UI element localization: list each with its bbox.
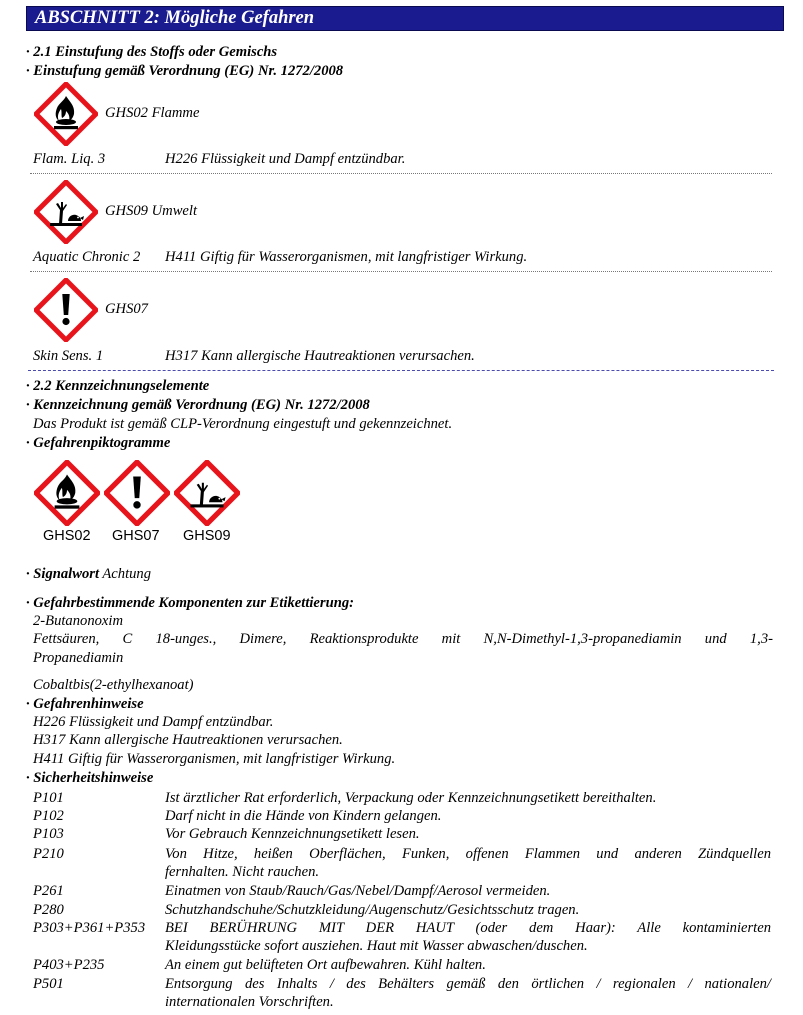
precaution-text: Schutzhandschuhe/Schutzkleidung/Augenschutz/Gesichtsschutz tragen. [165,902,580,918]
precaution-code: P280 [33,902,64,918]
precaution-text-continued: internationalen Vorschriften. [165,994,334,1010]
precaution-text: Darf nicht in die Hände von Kindern gelangen. [165,808,442,824]
hazard-statement: H317 Kann allergische Hautreaktionen verursachen. [165,348,475,364]
precaution-code: P101 [33,790,64,806]
signal-word-label: · Signalwort [26,566,99,582]
hazard-statements-heading: · Gefahrenhinweise [26,696,144,712]
signal-word-row [26,566,151,583]
precaution-text: Von Hitze, heißen Oberflächen, Funken, offenen Flammen und anderen Zündquellen [165,846,771,862]
precaution-code: P501 [33,976,64,992]
precautions-heading: · Sicherheitshinweise [26,770,154,786]
components-heading: · Gefahrbestimmende Komponenten zur Etikettierung: [26,595,354,611]
precaution-code: P210 [33,846,64,862]
clp-note: Das Produkt ist gemäß CLP-Verordnung eingestuft und gekennzeichnet. [33,416,453,432]
pictogram-label-ghs07: GHS07 [105,301,148,317]
component-item-continued: Propanediamin [33,650,124,666]
dashed-divider [28,370,774,371]
pictogram-label-ghs09: GHS09 Umwelt [105,203,198,219]
hazard-category: Aquatic Chronic 2 [33,249,141,265]
hazard-statement: H411 Giftig für Wasserorganismen, mit langfristiger Wirkung. [165,249,528,265]
precaution-text: Entsorgung des Inhalts / des Behälters gemäß den örtlichen / regionalen / nationalen/ [165,976,771,992]
flame-icon [34,460,100,526]
section-2-2-heading: · 2.2 Kennzeichnungselemente [26,378,210,394]
pictograms-heading: · Gefahrenpiktogramme [26,435,171,451]
pictogram-code: GHS07 [112,528,160,544]
hazard-category: Skin Sens. 1 [33,348,104,364]
precaution-text: BEI BERÜHRUNG MIT DER HAUT (oder dem Haar): Alle kontaminierten [165,920,771,936]
signal-word: Achtung [102,566,152,582]
pictogram-code: GHS09 [183,528,231,544]
flame-icon [34,82,98,146]
hazard-statement-item: H411 Giftig für Wasserorganismen, mit langfristiger Wirkung. [33,751,396,767]
precaution-code: P102 [33,808,64,824]
precaution-code: P303+P361+P353 [33,920,146,936]
section-2-1-heading: · 2.1 Einstufung des Stoffs oder Gemischs [26,44,278,60]
dotted-divider [30,271,772,272]
component-item: Fettsäuren, C 18-unges., Dimere, Reaktionsprodukte mit N,N-Dimethyl-1,3-propanediamin und 1,3- [33,631,773,647]
exclamation-icon [34,278,98,342]
section-2-2-subheading: · Kennzeichnung gemäß Verordnung (EG) Nr. 1272/2008 [26,397,370,413]
precaution-text-continued: Kleidungsstücke sofort ausziehen. Haut mit Wasser abwaschen/duschen. [165,938,588,954]
environment-icon [34,180,98,244]
precaution-text-continued: fernhalten. Nicht rauchen. [165,864,320,880]
dotted-divider [30,173,772,174]
precaution-text: Ist ärztlicher Rat erforderlich, Verpackung oder Kennzeichnungsetikett bereithalten. [165,790,657,806]
exclamation-icon [104,460,170,526]
precaution-text: Einatmen von Staub/Rauch/Gas/Nebel/Dampf/Aerosol vermeiden. [165,883,551,899]
hazard-statement-item: H226 Flüssigkeit und Dampf entzündbar. [33,714,274,730]
component-item: Cobaltbis(2-ethylhexanoat) [33,677,194,693]
hazard-statement-item: H317 Kann allergische Hautreaktionen verursachen. [33,732,343,748]
pictogram-code: GHS02 [43,528,91,544]
precaution-text: An einem gut belüfteten Ort aufbewahren. Kühl halten. [165,957,486,973]
precaution-code: P261 [33,883,64,899]
precaution-text: Vor Gebrauch Kennzeichnungsetikett lesen. [165,826,420,842]
pictogram-label-ghs02: GHS02 Flamme [105,105,200,121]
environment-icon [174,460,240,526]
component-item: 2-Butanonoxim [33,613,123,629]
section-header: ABSCHNITT 2: Mögliche Gefahren [26,6,784,31]
precaution-code: P103 [33,826,64,842]
hazard-category: Flam. Liq. 3 [33,151,106,167]
precaution-code: P403+P235 [33,957,105,973]
hazard-statement: H226 Flüssigkeit und Dampf entzündbar. [165,151,406,167]
section-2-1-subheading: · Einstufung gemäß Verordnung (EG) Nr. 1272/2008 [26,63,344,79]
